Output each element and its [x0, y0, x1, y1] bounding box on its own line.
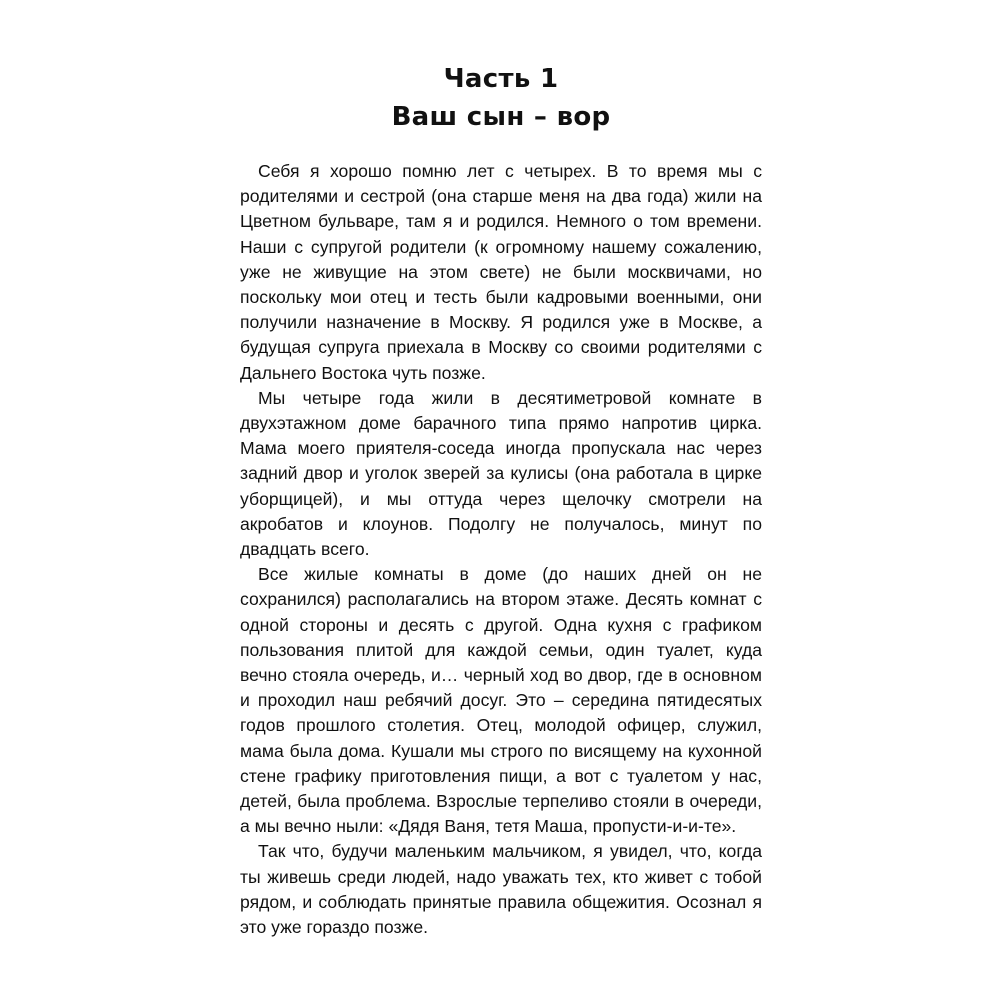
chapter-title: Ваш сын – вор	[391, 102, 611, 132]
chapter-body	[240, 159, 762, 940]
chapter-number: Часть 1	[443, 64, 559, 94]
paragraph: Себя я хорошо помню лет с четырех. В то время мы с родителями и сестрой (она старше меня на два года) жили на Цветном бульваре, там я и родился. Немного о том времени. Наши с супругой родители (к огромному нашему сожалению, уже не живущие на этом свете) не были москвичами, но поскольку мои отец и тесть были кадровыми военными, они получили назначение в Москву. Я родился уже в Москве, а будущая супруга приехала в Москву со своими родителями с Дальнего Востока чуть позже.	[240, 161, 762, 383]
paragraph: Так что, будучи маленьким мальчиком, я увидел, что, когда ты живешь среди людей, надо уважать тех, кто живет с тобой рядом, и соблюдать принятые правила общежития. Осознал я это уже гораздо позже.	[240, 841, 762, 938]
chapter-heading	[240, 60, 762, 136]
book-page	[240, 60, 762, 940]
paragraph: Мы четыре года жили в десятиметровой комнате в двухэтажном доме барачного типа прямо напротив цирка. Мама моего приятеля-соседа иногда пропускала нас через задний двор и уголок зверей за кулисы (она работала в цирке уборщицей), и мы оттуда через щелочку смотрели на акробатов и клоунов. Подолгу не получалось, минут по двадцать всего.	[240, 387, 762, 560]
paragraph: Все жилые комнаты в доме (до наших дней он не сохранился) располагались на втором этаже. Десять комнат с одной стороны и десять с другой. Одна кухня с графиком пользования плитой для каждой семьи, один туалет, куда вечно стояла очередь, и… черный ход во двор, где в основном и проходил наш ребячий досуг. Это – середина пятидесятых годов прошлого столетия. Отец, молодой офицер, служил, мама была дома. Кушали мы строго по висящему на кухонной стене графику приготовления пищи, а вот с туалетом у нас, детей, была проблема. Взрослые терпеливо стояли в очереди, а мы вечно ныли: «Дядя Ваня, тетя Маша, пропусти-и-и-те».	[240, 564, 762, 837]
